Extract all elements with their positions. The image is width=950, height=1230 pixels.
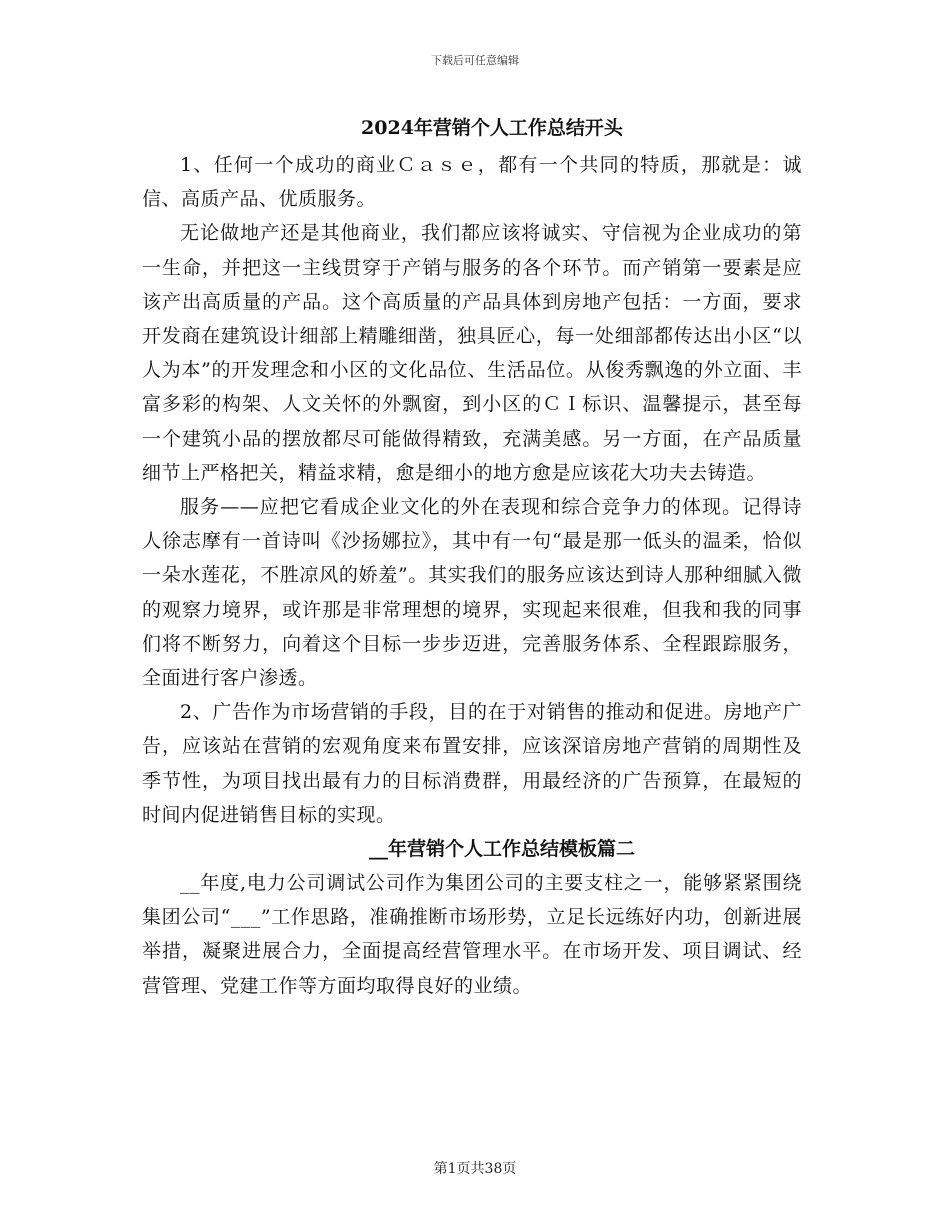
document-body — [142, 112, 802, 1003]
section-2-title: __年营销个人工作总结模板篇二 — [368, 838, 635, 861]
section-2-paragraph-1: __年度,电力公司调试公司作为集团公司的主要支柱之一，能够紧紧围绕集团公司“___”工作思路，准确推断市场形势，立足长远练好内功，创新进展举措，凝聚进展合力，全面提高经营管理水平。在市场开发、项目调试、经营管理、党建工作等方面均取得良好的业绩。 — [142, 872, 802, 997]
paragraph-4: 2、广告作为市场营销的手段，目的在于对销售的推动和促进。房地产广告，应该站在营销的宏观角度来布置安排，应该深谙房地产营销的周期性及季节性，为项目找出最有力的目标消费群，用最经济的广告预算，在最短的时间内促进销售目标的实现。 — [142, 701, 802, 826]
page-number: 第1页共38页 — [433, 1161, 517, 1177]
paragraph-2: 无论做地产还是其他商业，我们都应该将诚实、守信视为企业成功的第一生命，并把这一主线贯穿于产销与服务的各个环节。而产销第一要素是应该产出高质量的产品。这个高质量的产品具体到房地产包括：一方面，要求开发商在建筑设计细部上精雕细凿，独具匠心，每一处细部都传达出小区“以人为本”的开发理念和小区的文化品位、生活品位。从俊秀飘逸的外立面、丰富多彩的构架、人文关怀的外飘窗，到小区的ＣＩ标识、温馨提示，甚至每一个建筑小品的摆放都尽可能做得精致，充满美感。另一方面，在产品质量细节上严格把关，精益求精，愈是细小的地方愈是应该花大功夫去铸造。 — [142, 222, 802, 484]
document-title: 2024年营销个人工作总结开头 — [361, 117, 623, 139]
paragraph-1: 1、任何一个成功的商业Ｃａｓｅ，都有一个共同的特质，那就是：诚信、高质产品、优质服务。 — [142, 154, 802, 211]
paragraph-3: 服务——应把它看成企业文化的外在表现和综合竞争力的体现。记得诗人徐志摩有一首诗叫《沙扬娜拉》，其中有一句“最是那一低头的温柔，恰似一朵水莲花，不胜凉风的娇羞”。其实我们的服务应该达到诗人那种细腻入微的观察力境界，或许那是非常理想的境界，实现起来很难，但我和我的同事们将不断努力，向着这个目标一步步迈进，完善服务体系、全程跟踪服务，全面进行客户渗透。 — [142, 496, 802, 690]
header-note: 下载后可任意编辑 — [431, 54, 519, 67]
